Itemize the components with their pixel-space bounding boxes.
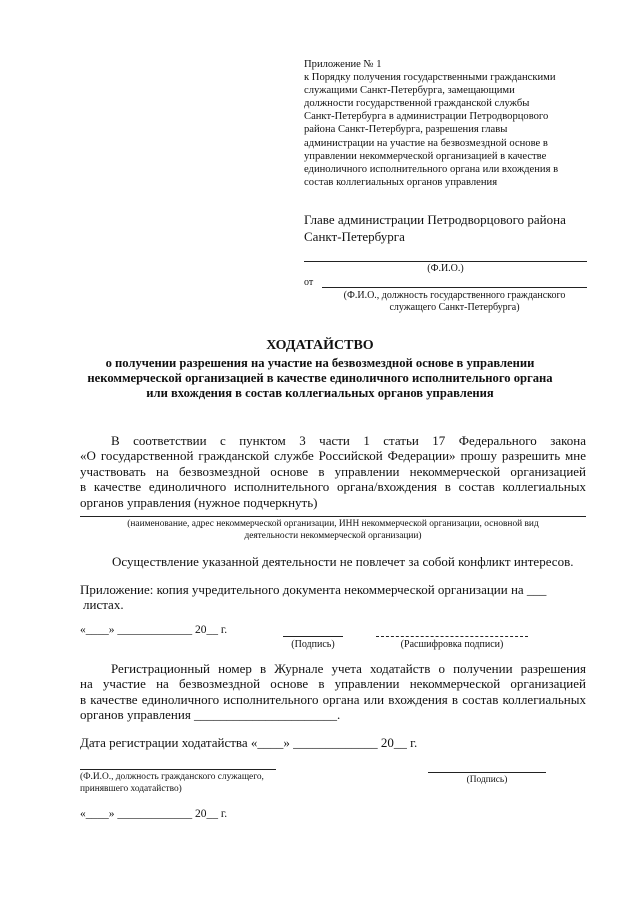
- subtitle-line: о получении разрешения на участие на безвозмездной основе в управлении: [105, 356, 535, 370]
- fio-underline: [304, 261, 587, 262]
- receiver-caption-line: принявшего ходатайство): [80, 784, 182, 794]
- addressee-line: Главе администрации Петродворцового района: [304, 212, 566, 227]
- from-underline: [322, 287, 587, 288]
- signature-caption: (Подпись): [291, 639, 335, 650]
- appendix-line: служащими Санкт-Петербурга, замещающими: [304, 85, 515, 97]
- from-caption-line: (Ф.И.О., должность государственного гражданского: [343, 290, 566, 301]
- receiver-underline: [80, 769, 276, 770]
- appendix-line: Санкт-Петербурга в администрации Петродворцового: [304, 111, 549, 123]
- request-line: «О государственной гражданской службе Российской Федерации» прошу разрешить мне: [80, 448, 586, 464]
- organization-caption-line: деятельности некоммерческой организации): [244, 530, 422, 541]
- addressee-block: [304, 211, 566, 245]
- appendix-line: к Порядку получения государственными гражданскими: [304, 72, 556, 84]
- registration-line: Регистрационный номер в Журнале учета ходатайств о получении разрешения: [111, 661, 586, 676]
- receiver-signature-underline: [428, 772, 546, 773]
- registration-line: в качестве единоличного исполнительного органа или вхождения в состав коллегиальных: [80, 691, 586, 707]
- appendix-line: состав коллегиальных органов управления: [304, 176, 498, 188]
- receiver-caption-line: (Ф.И.О., должность гражданского служащего,: [80, 772, 264, 782]
- document-title: ХОДАТАЙСТВО: [266, 338, 374, 353]
- conflict-statement: Осуществление указанной деятельности не повлечет за собой конфликт интересов.: [112, 554, 574, 569]
- appendix-line: должности государственной гражданской службы: [304, 98, 530, 110]
- registration-date: Дата регистрации ходатайства «____» _____________ 20__ г.: [80, 735, 418, 750]
- request-line: в качестве единоличного исполнительного органа/вхождения в состав коллегиальных: [80, 479, 586, 495]
- appendix-line: Приложение № 1: [304, 59, 382, 70]
- receiver-date: «____» _____________ 20__ г.: [80, 808, 228, 820]
- attachment-line: Приложение: копия учредительного документа некоммерческой организации на ___: [80, 582, 547, 597]
- appendix-line: района Санкт-Петербурга, разрешения главы: [304, 124, 508, 136]
- attachment-block: [80, 582, 546, 613]
- request-line: участвовать на безвозмездной основе в управлении некоммерческой организацией: [80, 463, 586, 479]
- fio-caption: (Ф.И.О.): [427, 263, 464, 274]
- request-paragraph: [80, 433, 586, 510]
- organization-underline: [80, 516, 586, 517]
- appendix-block: [304, 58, 604, 189]
- receiver-signature-caption: (Подпись): [466, 775, 508, 785]
- addressee-line: Санкт-Петербурга: [304, 229, 405, 244]
- signature-date: «____» _____________ 20__ г.: [80, 624, 228, 636]
- request-line: органов управления (нужное подчеркнуть): [80, 494, 318, 510]
- from-label: от: [304, 277, 314, 288]
- organization-caption-line: (наименование, адрес некоммерческой организации, ИНН некоммерческой организации, основной вид: [127, 519, 539, 529]
- appendix-line: единоличного исполнительного органа или вхождения в: [304, 163, 559, 175]
- subtitle-line: некоммерческой организацией в качестве единоличного исполнительного органа: [87, 371, 553, 386]
- appendix-line: управлении некоммерческой организацией в качестве: [304, 150, 547, 162]
- receiver-caption: [80, 771, 264, 795]
- appendix-line: администрации на участие на безвозмездной основе в: [304, 137, 548, 149]
- attachment-line: листах.: [83, 597, 124, 613]
- document-subtitle: [70, 356, 570, 402]
- signature-underline: [283, 636, 343, 637]
- request-line: В соответствии с пунктом 3 части 1 статьи 17 Федерального закона: [111, 433, 586, 448]
- from-caption: [322, 290, 587, 314]
- decoding-underline: [376, 636, 528, 637]
- registration-line: на участие на безвозмездной основе в управлении некоммерческой организацией: [80, 676, 586, 692]
- decoding-caption: (Расшифровка подписи): [400, 639, 504, 650]
- from-caption-line: служащего Санкт-Петербурга): [389, 302, 520, 313]
- organization-caption: [80, 519, 586, 542]
- registration-paragraph: [80, 661, 586, 723]
- registration-line: органов управления ______________________.: [80, 707, 341, 723]
- subtitle-line: или вхождения в состав коллегиальных органов управления: [146, 386, 494, 401]
